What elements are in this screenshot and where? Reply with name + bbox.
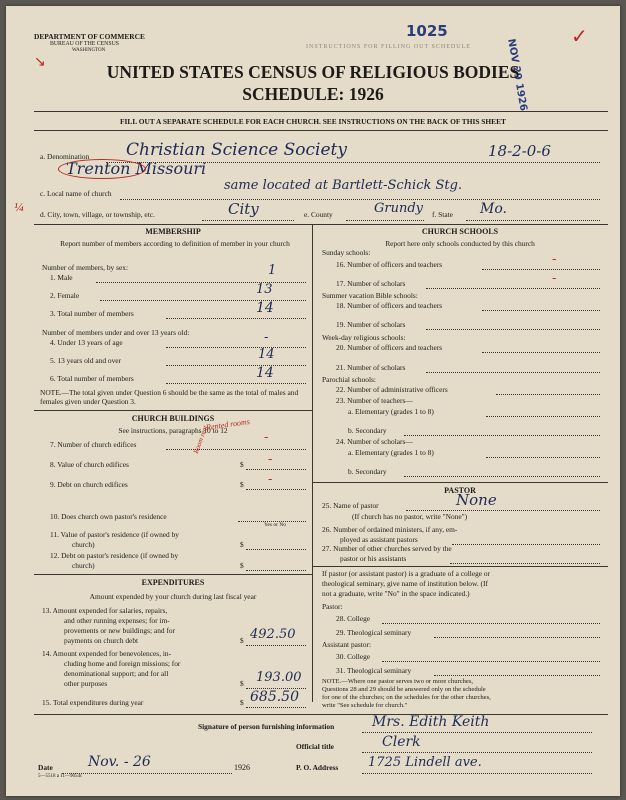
po-address-value[interactable]: 1725 Lindell ave. xyxy=(368,755,482,770)
denomination-label: a. Denomination xyxy=(40,152,90,161)
graduate-instruction-2: theological seminary, give name of institution below. (If xyxy=(322,579,488,588)
q14-label-4: other purposes xyxy=(64,679,108,688)
q13-label-2: and other running expenses; for im- xyxy=(64,616,170,625)
q14-dollar: $ xyxy=(240,679,244,688)
q2-female-value[interactable]: 13 xyxy=(256,282,273,297)
q5-over13-label: 5. 13 years old and over xyxy=(50,356,122,365)
official-title-value[interactable]: Clerk xyxy=(382,734,421,750)
q23b-label: b. Secondary xyxy=(348,426,387,435)
schools-sub: Report here only schools conducted by this church xyxy=(385,239,535,248)
q24a-label: a. Elementary (grades 1 to 8) xyxy=(348,448,434,457)
q5-over13-value[interactable]: 14 xyxy=(258,347,275,362)
form-number: 5—5518 a 11—9054c xyxy=(38,774,83,779)
schedule-number-stamp: 1025 xyxy=(406,22,448,40)
buildings-instructions: See instructions, paragraphs 10 to 12 xyxy=(118,426,228,435)
pastor-note-2: Questions 28 and 29 should be answered only on the schedule xyxy=(322,686,486,693)
yes-or-no-hint: Yes or No xyxy=(264,522,287,528)
q19-label: 19. Number of scholars xyxy=(336,320,406,329)
graduate-instruction-1: If pastor (or assistant pastor) is a graduate of a college or xyxy=(322,569,491,578)
room-rent-annotation: Room rent xyxy=(192,424,210,455)
census-schedule-sheet xyxy=(6,6,620,796)
state-label: f. State xyxy=(432,210,453,219)
red-margin-mark: ¼ xyxy=(14,199,24,214)
parochial-schools-label: Parochial schools: xyxy=(322,375,376,384)
buildings-heading: CHURCH BUILDINGS xyxy=(131,414,215,423)
q13-label-4: payments on church debt xyxy=(64,636,139,645)
washington-label: WASHINGTON xyxy=(72,48,106,53)
q27-label-2: pastor or his assistants xyxy=(340,554,407,563)
expenditures-sub: Amount expended by your church during last fiscal year xyxy=(89,592,257,601)
q15-dollar: $ xyxy=(240,698,244,707)
graduate-instruction-3: not a graduate, write "No" in the space indicated.) xyxy=(322,589,470,598)
red-circle-annotation xyxy=(58,159,146,179)
q1-male-value[interactable]: 1 xyxy=(268,263,277,278)
q2-female-label: 2. Female xyxy=(50,291,80,300)
church-name-value[interactable]: Trenton Missouri xyxy=(66,159,207,178)
by-sex-label: Number of members, by sex: xyxy=(42,263,128,272)
q22-label: 22. Number of administrative officers xyxy=(336,385,448,394)
q25-note: (If church has no pastor, write "None") xyxy=(352,512,468,521)
state-value[interactable]: Mo. xyxy=(480,201,507,217)
q4-under13-value[interactable]: - xyxy=(264,330,269,345)
q31-label: 31. Theological seminary xyxy=(336,666,412,675)
pastor-note-1: NOTE.—Where one pastor serves two or more churches, xyxy=(322,678,474,685)
faint-bleed-text: INSTRUCTIONS FOR FILLING OUT SCHEDULE xyxy=(306,44,471,50)
q13-amount[interactable]: 492.50 xyxy=(250,627,296,642)
q30-label: 30. College xyxy=(336,652,371,661)
q14-label-3: denominational support; and for all xyxy=(64,669,169,678)
q11-value-label-2: church) xyxy=(72,540,95,549)
q8-dollar: $ xyxy=(240,460,244,469)
rented-rooms-annotation: Rented rooms xyxy=(205,416,251,433)
q11-dollar: $ xyxy=(240,540,244,549)
q18-label: 18. Number of officers and teachers xyxy=(336,301,443,310)
q13-dollar: $ xyxy=(240,636,244,645)
expenditures-heading: EXPENDITURES xyxy=(141,578,205,587)
q17-label: 17. Number of scholars xyxy=(336,279,406,288)
pastor-note-3: for one of the churches; on the schedules for the other churches, xyxy=(322,694,491,701)
separate-schedule-instruction: FILL OUT A SEPARATE SCHEDULE FOR EACH CHURCH. SEE INSTRUCTIONS ON THE BACK OF THIS SHEET xyxy=(120,117,506,126)
age-intro-label: Number of members under and over 13 years old: xyxy=(42,328,190,337)
official-title-label: Official title xyxy=(296,742,334,751)
q12-debt-label-2: church) xyxy=(72,561,95,570)
q20-label: 20. Number of officers and teachers xyxy=(336,343,443,352)
q4-under13-label: 4. Under 13 years of age xyxy=(50,338,123,347)
q13-label-1: 13. Amount expended for salaries, repairs, xyxy=(42,606,168,615)
q11-value-label-1: 11. Value of pastor's residence (if owned by xyxy=(50,530,179,539)
q1-male-label: 1. Male xyxy=(50,273,73,282)
po-address-label: P. O. Address xyxy=(296,763,339,772)
q9-debt-label: 9. Debt on church edifices xyxy=(50,480,128,489)
q6-total-value[interactable]: 14 xyxy=(256,365,274,381)
q9-value[interactable]: - xyxy=(268,472,273,487)
q13-label-3: provements or new buildings; and for xyxy=(64,626,176,635)
city-value[interactable]: City xyxy=(228,200,259,218)
q23-label: 23. Number of teachers— xyxy=(336,396,413,405)
q8-value[interactable]: - xyxy=(268,452,273,467)
red-check-mark: ✓ xyxy=(571,26,588,48)
q24b-label: b. Secondary xyxy=(348,467,387,476)
q14-label-1: 14. Amount expended for benevolences, in- xyxy=(42,649,172,658)
q28-label: 28. College xyxy=(336,614,371,623)
signature-value[interactable]: Mrs. Edith Keith xyxy=(372,714,490,730)
local-name-value[interactable]: same located at Bartlett-Schick Stg. xyxy=(224,178,463,193)
signature-label: Signature of person furnishing information xyxy=(198,722,335,731)
q12-debt-label-1: 12. Debt on pastor's residence (if owned by xyxy=(50,551,179,560)
schools-heading: CHURCH SCHOOLS xyxy=(421,227,499,236)
pastor-note-4: write "See schedule for church." xyxy=(322,702,408,709)
local-name-label: c. Local name of church xyxy=(40,189,112,198)
q16-label: 16. Number of officers and teachers xyxy=(336,260,443,269)
date-value[interactable]: Nov. - 26 xyxy=(88,754,151,770)
denomination-code: 18-2-0-6 xyxy=(488,142,551,160)
membership-note: NOTE.—The total given under Question 6 should be the same as the total of males and females given under Question 3. xyxy=(40,388,299,406)
weekday-schools-label: Week-day religious schools: xyxy=(322,333,406,342)
summer-schools-label: Summer vacation Bible schools: xyxy=(322,291,418,300)
q12-dollar: $ xyxy=(240,561,244,570)
q10-residence-label: 10. Does church own pastor's residence xyxy=(50,512,167,521)
q26-label-1: 26. Number of ordained ministers, if any, em- xyxy=(322,525,458,534)
q25-label: 25. Name of pastor xyxy=(322,501,379,510)
q8-value-label: 8. Value of church edifices xyxy=(50,460,129,469)
q14-label-2: cluding home and foreign missions; for xyxy=(64,659,181,668)
q24-label: 24. Number of scholars— xyxy=(336,437,413,446)
county-value[interactable]: Grundy xyxy=(374,201,424,216)
date-year: 1926 xyxy=(234,763,250,772)
assistant-pastor-sublabel: Assistant pastor: xyxy=(322,640,372,649)
q23a-label: a. Elementary (grades 1 to 8) xyxy=(348,407,434,416)
bureau-label: BUREAU OF THE CENSUS xyxy=(50,41,119,47)
q21-label: 21. Number of scholars xyxy=(336,363,406,372)
q3-total-value[interactable]: 14 xyxy=(256,300,274,316)
form-title: UNITED STATES CENSUS OF RELIGIOUS BODIES xyxy=(106,62,520,82)
city-label: d. City, town, village, or township, etc. xyxy=(40,210,155,219)
q7-edifices-label: 7. Number of church edifices xyxy=(50,440,137,449)
q14-amount[interactable]: 193.00 xyxy=(256,670,302,685)
county-label: e. County xyxy=(304,210,333,219)
date-label: Date xyxy=(38,763,53,772)
q7-edifices-value[interactable]: - xyxy=(264,430,269,445)
q16-value[interactable]: - xyxy=(552,252,557,267)
q15-amount[interactable]: 685.50 xyxy=(250,689,299,705)
q26-label-2: ployed as assistant pastors xyxy=(340,535,418,544)
pastor-heading: PASTOR xyxy=(444,486,476,495)
q29-label: 29. Theological seminary xyxy=(336,628,412,637)
q25-pastor-name[interactable]: None xyxy=(456,491,497,509)
q17-value[interactable]: - xyxy=(552,271,557,286)
red-arrow-mark: ↘ xyxy=(34,55,46,70)
q6-total-label: 6. Total number of members xyxy=(50,374,134,383)
sunday-schools-label: Sunday schools: xyxy=(322,248,371,257)
membership-heading: MEMBERSHIP xyxy=(145,227,201,236)
q3-total-label: 3. Total number of members xyxy=(50,309,134,318)
membership-intro: Report number of members according to definition of member in your church xyxy=(60,239,290,248)
q9-dollar: $ xyxy=(240,480,244,489)
q15-total-label: 15. Total expenditures during year xyxy=(42,698,144,707)
pastor-sublabel: Pastor: xyxy=(322,602,343,611)
department-label: DEPARTMENT OF COMMERCE xyxy=(34,32,145,41)
schedule-year: SCHEDULE: 1926 xyxy=(242,84,384,104)
q27-label-1: 27. Number of other churches served by the xyxy=(322,544,452,553)
received-date-stamp: NOV 29 1926 xyxy=(505,38,529,112)
denomination-value[interactable]: Christian Science Society xyxy=(126,140,347,160)
